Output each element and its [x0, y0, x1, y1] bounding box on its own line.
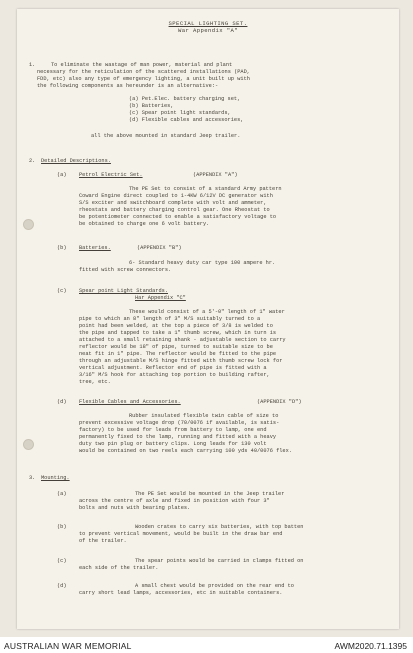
paragraph-line: The PE Set to consist of a standard Army pattern — [129, 186, 282, 192]
paragraph-line: across the centre of axle and fixed in position with four 3" — [79, 498, 270, 504]
paragraph-line: 6- Standard heavy duty car type 100 ampere hr. — [129, 260, 276, 266]
archive-footer — [0, 637, 413, 653]
punch-hole — [23, 439, 34, 450]
list-item: (d) Flexible cables and accessories, — [129, 117, 244, 123]
document-title: SPECIAL LIGHTING SET. — [168, 20, 248, 27]
appendix-ref: (APPENDIX "A") — [193, 172, 238, 178]
section-number: 3. — [29, 475, 36, 481]
item-title: Flexible Cables and Accessories. — [79, 399, 181, 405]
paragraph-line: be obtained to charge one 6 volt battery. — [79, 221, 210, 227]
paragraph-line: Rubber insulated flexible twin cable of size to — [129, 413, 279, 419]
item-title: Spear point Light Standards. — [79, 288, 169, 294]
paragraph-line: would be contained on two reels each carrying 100 yds 40/0076 flex. — [79, 448, 292, 454]
footer-reference: AWM2020.71.1395 — [334, 641, 407, 651]
paragraph-line: Wooden crates to carry six batteries, with top batten — [135, 524, 304, 530]
item-label: (b) — [57, 245, 67, 251]
paragraph-line: The PE Set would be mounted in the Jeep trailer — [135, 491, 285, 497]
paragraph-line: each side of the trailer. — [79, 565, 159, 571]
item-label: (c) — [57, 558, 67, 564]
footer-organization: AUSTRALIAN WAR MEMORIAL — [4, 641, 132, 651]
list-item: (b) Batteries, — [129, 103, 174, 109]
punch-hole — [23, 219, 34, 230]
section-title: Mounting. — [41, 475, 70, 481]
paragraph-line: tree, etc. — [79, 379, 111, 385]
list-item: (a) Pet.Elec. battery charging set, — [129, 96, 241, 102]
paragraph-line: all the above mounted in standard Jeep trailer. — [91, 133, 241, 139]
paragraph-line: carry short lead lamps, accessories, etc in suitable containers. — [79, 590, 283, 596]
item-label: (b) — [57, 524, 67, 530]
paragraph-line: pipe to which an 8" length of 3" M/S suitably turned to a — [79, 316, 261, 322]
paragraph-line: prevent excessive voltage drop (70/0076 if available, is satis- — [79, 420, 280, 426]
document-subtitle: War Appendix "A" — [177, 26, 239, 34]
item-label: (a) — [57, 172, 67, 178]
paragraph-line: duty two pin plug or battery clips. Long leads for 130 volt — [79, 441, 267, 447]
paragraph-line: necessary for the reticulation of the scattered installations (PAD, — [37, 69, 250, 75]
paragraph-line: the pipe and tapped to take a 1" thumb screw, which in turn is — [79, 330, 277, 336]
paragraph-line: to prevent vertical movement, would be built in the draw bar end — [79, 531, 283, 537]
paragraph-line: These would consist of a 5'-0" length of 1" water — [129, 309, 285, 315]
paragraph-line: be potentiometer connected to enable a satisfactory voltage to — [79, 214, 277, 220]
list-item: (c) Spear point light standards, — [129, 110, 231, 116]
paragraph-line: The spear points would be carried in clamps fitted on — [135, 558, 304, 564]
paragraph-line: To eliminate the wastage of man power, material and plant — [51, 62, 233, 68]
paragraph-line: neat fit in 1" pipe. The reflector would be fitted to the pipe — [79, 351, 277, 357]
item-label: (d) — [57, 583, 67, 589]
paragraph-line: vertical adjustment. Reflector end of pipe is fitted with a — [79, 365, 267, 371]
paragraph-line: factory) to be used for leads from battery to lamp, one end — [79, 427, 267, 433]
paragraph-line: bolts and nuts with bearing plates. — [79, 505, 191, 511]
paragraph-line: 3/16" M/S hook for attaching top portion to building rafter, — [79, 372, 270, 378]
paragraph-line: fitted with screw connectors. — [79, 267, 172, 273]
paragraph-line: the following components as hereunder is an alternative:- — [37, 83, 219, 89]
paragraph-line: point had been welded, at the top a piece of 3/8 is welded to — [79, 323, 273, 329]
paragraph-line: Coward Engine direct coupled to 1-4KW 6/12V DC generator with — [79, 193, 273, 199]
document-heading — [17, 21, 399, 35]
paragraph-line: attached to a small retaining shank - adjustable section to carry — [79, 337, 286, 343]
appendix-ref: (APPENDIX "D") — [257, 399, 302, 405]
paragraph-line: rheostats and battery charging control gear. One Rheostat to — [79, 207, 270, 213]
section-number: 1. — [29, 62, 36, 68]
section-number: 2. — [29, 158, 36, 164]
paragraph-line: A small chest would be provided on the rear end to — [135, 583, 294, 589]
item-label: (a) — [57, 491, 67, 497]
item-title: Petrol Electric Set. — [79, 172, 143, 178]
paragraph-line: permanently fixed to the lamp, running and fitted with a heavy — [79, 434, 277, 440]
appendix-ref: (APPENDIX "B") — [137, 245, 182, 251]
appendix-ref: Har Appendix "C" — [135, 295, 186, 301]
item-title: Batteries. — [79, 245, 111, 251]
paragraph-line: through an adjustable M/S hinge fitted with thumb screw lock for — [79, 358, 283, 364]
paragraph-line: FDD, etc) also any type of emergency lighting, a unit built up with — [37, 76, 250, 82]
paragraph-line: of the trailer. — [79, 538, 127, 544]
paragraph-line: reflector would be 18" of pipe, turned to suitable size to be — [79, 344, 273, 350]
paragraph-line: S/S exciter and switchboard complete with volt and ammeter, — [79, 200, 267, 206]
item-label: (d) — [57, 399, 67, 405]
item-label: (c) — [57, 288, 67, 294]
section-title: Detailed Descriptions. — [41, 158, 111, 164]
document-page — [17, 9, 399, 629]
